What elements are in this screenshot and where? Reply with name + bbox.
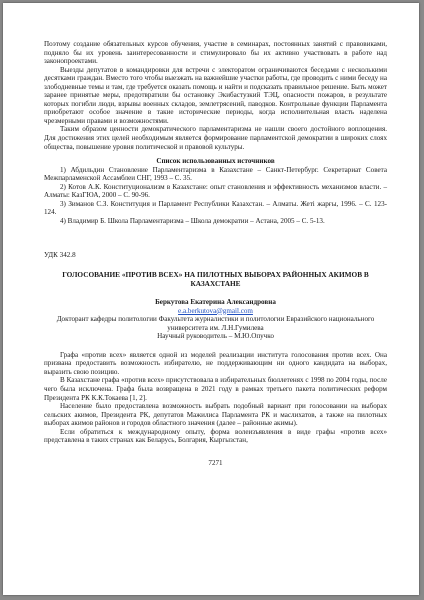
reference-item: 1) Абдильдин Становление Парламентаризма в Казахстане – Санкт-Петербург. Секретариат Совета Межпарламенской Ассамблеи СНГ, 1993 – С. 35. bbox=[44, 165, 387, 183]
spacer bbox=[44, 260, 387, 270]
page-number: 7271 bbox=[208, 458, 223, 467]
body-paragraph: Население было предоставлена возможность выбрать подобный вариант при голосовании на выборах сельских акимов, Президента РК, депутатов Мажилиса Парламента РК и маслихатов, а также на пилотных выборах акимов районов и городов областного значения (далее – районные акимы). bbox=[44, 402, 387, 428]
body-paragraph: Графа «против всех» является одной из моделей реализации института голосования против всех. Она призвана предоставить возможность избирателю, не поддерживающим ни одного кандидата на выборах, выразить свою позицию. bbox=[44, 350, 387, 376]
reference-item: 2) Котов А.К. Конституционализм в Казахстане: опыт становления и эффективность механизмов власти. – Алматы: КазГЮА, 2000 – С. 90-96. bbox=[44, 182, 387, 200]
spacer bbox=[44, 288, 387, 298]
body-paragraph: Если обратиться к международному опыту, форма волеизъявления в виде графы «против всех» представлена в таких странах как Беларусь, Болгария, Кыргызстан, bbox=[44, 427, 387, 445]
scientific-advisor: Научный руководитель – М.Ю.Опучко bbox=[157, 332, 274, 341]
article-title: ГОЛОСОВАНИЕ «ПРОТИВ ВСЕХ» НА ПИЛОТНЫХ ВЫБОРАХ РАЙОННЫХ АКИМОВ В КАЗАХСТАНЕ bbox=[62, 270, 369, 289]
spacer bbox=[44, 341, 387, 351]
author-name: Беркутова Екатерина Александровна bbox=[155, 298, 276, 307]
body-paragraph: В Казахстане графа «против всех» присутствовала в избирательных бюллетенях с 1998 по 2004 годы, после чего была исключена. Графа была возвращена в 2021 году в рамках третьего пакета политических реформ Президента РК К.К.Токаева [1, 2]. bbox=[44, 376, 387, 402]
author-affiliation: Докторант кафедры политологии Факультета журналистики и политологии Евразийского национального университета им. Л.Н.Гумилева bbox=[56, 315, 375, 332]
page-content bbox=[44, 40, 387, 467]
author-email-link[interactable]: e.a.berkutova@gmail.com bbox=[178, 306, 253, 315]
paragraph-deputies: Выезды депутатов в командировки для встречи с электоратом ограничиваются беседами с несколькими десятками граждан. Вместо того чтобы выезжать на важнейшие участки работы, где проводить с ними беседу на злободневные темы и там, где требуется оказать помощь и найти и подсказать правильное решение. Быть может заранее принятые меры, предотвратили бы остановку Экибастузкий ТЭЦ, опасности пожаров, в результате которых погибли люди, взрывы военных складов, землетрясений, паводков. Контрольные функции Парламента приобретают особое значение в такие исторические периоды, когда исполнительная власть наделена чрезмерными правами и возможностями. bbox=[44, 65, 387, 125]
paragraph-conclusion: Таким образом ценности демократического парламентаризма не нашли своего достойного воплощения. Для достижения этих целей необходимым является формирование парламентской демократии в широких слоях общества, повышение уровня политической и правовой культуры. bbox=[44, 125, 387, 151]
udk-code: УДК 342.8 bbox=[44, 251, 76, 260]
document-page bbox=[3, 3, 419, 595]
reference-item: 3) Зиманов С.З. Конституция и Парламент Республики Казахстан. – Алматы. Жеті жарғы, 1996. – С. 123-124. bbox=[44, 199, 387, 217]
paragraph-intro: Поэтому создание обязательных курсов обучения, участие в семинарах, постоянных занятий с правовиками, подняло бы их уровень заинтересованности и стимулировало бы их активно участвовать в работе над законопроектами. bbox=[44, 40, 387, 66]
references-heading: Список использованных источников bbox=[156, 157, 275, 166]
reference-item: 4) Владимир Б. Школа Парламентаризма – Школа демократии – Астана, 2005 – С. 5-13. bbox=[60, 216, 325, 225]
spacer bbox=[44, 225, 387, 251]
